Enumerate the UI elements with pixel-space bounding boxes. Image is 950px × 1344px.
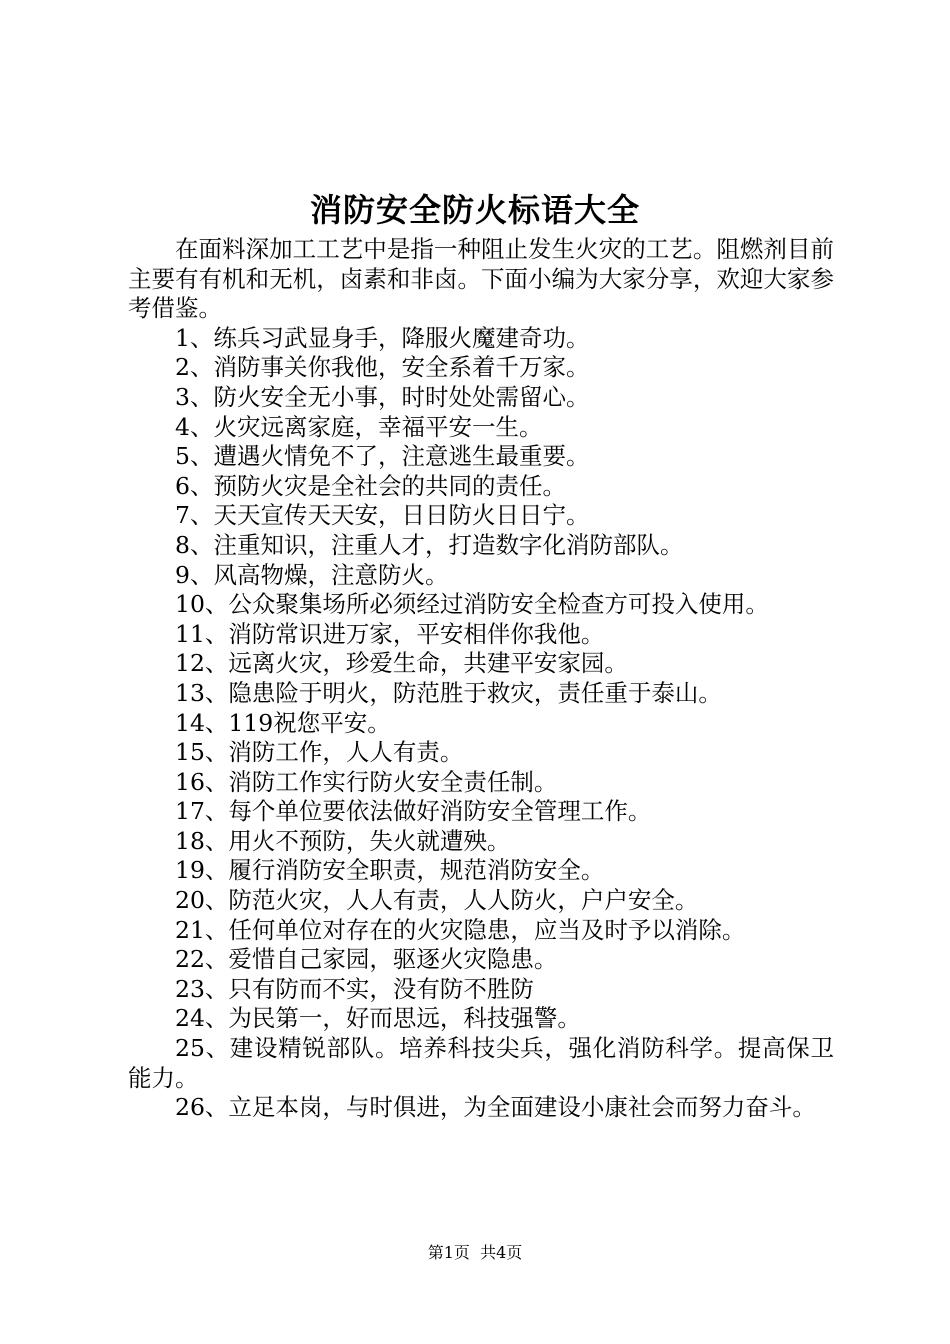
slogan-item: 15、消防工作，人人有责。 [175,738,464,767]
document-title: 消防安全防火标语大全 [309,191,640,229]
slogan-item: 24、为民第一，好而思远，科技强警。 [175,1004,581,1033]
slogan-item: 26、立足本岗，与时俱进，为全面建设小康社会而努力奋斗。 [175,1093,816,1122]
slogan-item: 1、练兵习武显身手，降服火魔建奇功。 [175,323,590,352]
slogan-item: 23、只有防而不实，没有防不胜防 [175,974,534,1003]
page-footer [0,1242,950,1264]
document-body [128,235,834,1123]
slogan-item: 21、任何单位对存在的火灾隐患，应当及时予以消除。 [175,915,746,944]
slogan-item: 4、火灾远离家庭，幸福平安一生。 [175,412,543,441]
slogan-item: 7、天天宣传天天安，日日防火日日宁。 [175,501,590,530]
slogan-item: 19、履行消防安全职责，规范消防安全。 [175,856,605,885]
page-number: 第1页 [427,1243,470,1262]
slogan-item: 9、风高物燥，注意防火。 [175,560,449,589]
slogan-item: 22、爱惜自己家园，驱逐火灾隐患。 [175,945,558,974]
slogan-list [128,324,834,1123]
slogan-item: 17、每个单位要依法做好消防安全管理工作。 [175,797,652,826]
page-total: 共4页 [480,1243,523,1262]
slogan-item: 6、预防火灾是全社会的共同的责任。 [175,471,566,500]
slogan-item: 18、用火不预防，失火就遭殃。 [175,826,511,855]
slogan-item: 2、消防事关你我他，安全系着千万家。 [175,353,590,382]
slogan-item: 10、公众聚集场所必须经过消防安全检查方可投入使用。 [175,590,769,619]
slogan-item: 5、遭遇火情免不了，注意逃生最重要。 [175,442,590,471]
slogan-item: 3、防火安全无小事，时时处处需留心。 [175,382,590,411]
slogan-item: 11、消防常识进万家，平安相伴你我他。 [175,619,605,648]
slogan-item: 8、注重知识，注重人才，打造数字化消防部队。 [175,530,684,559]
slogan-item: 20、防范火灾，人人有责，人人防火，户户安全。 [175,886,699,915]
slogan-item: 14、119祝您平安。 [175,708,391,737]
slogan-item: 13、隐患险于明火，防范胜于救灾，责任重于泰山。 [175,678,722,707]
intro-paragraph: 在面料深加工工艺中是指一种阻止发生火灾的工艺。阻燃剂目前主要有有机和无机，卤素和非卤。下面小编为大家分享，欢迎大家参考借鉴。 [128,235,834,323]
slogan-item: 16、消防工作实行防火安全责任制。 [175,767,558,796]
slogan-item: 25、建设精锐部队。培养科技尖兵，强化消防科学。提高保卫能力。 [128,1034,834,1092]
slogan-item: 12、远离火灾，珍爱生命，共建平安家园。 [175,649,628,678]
